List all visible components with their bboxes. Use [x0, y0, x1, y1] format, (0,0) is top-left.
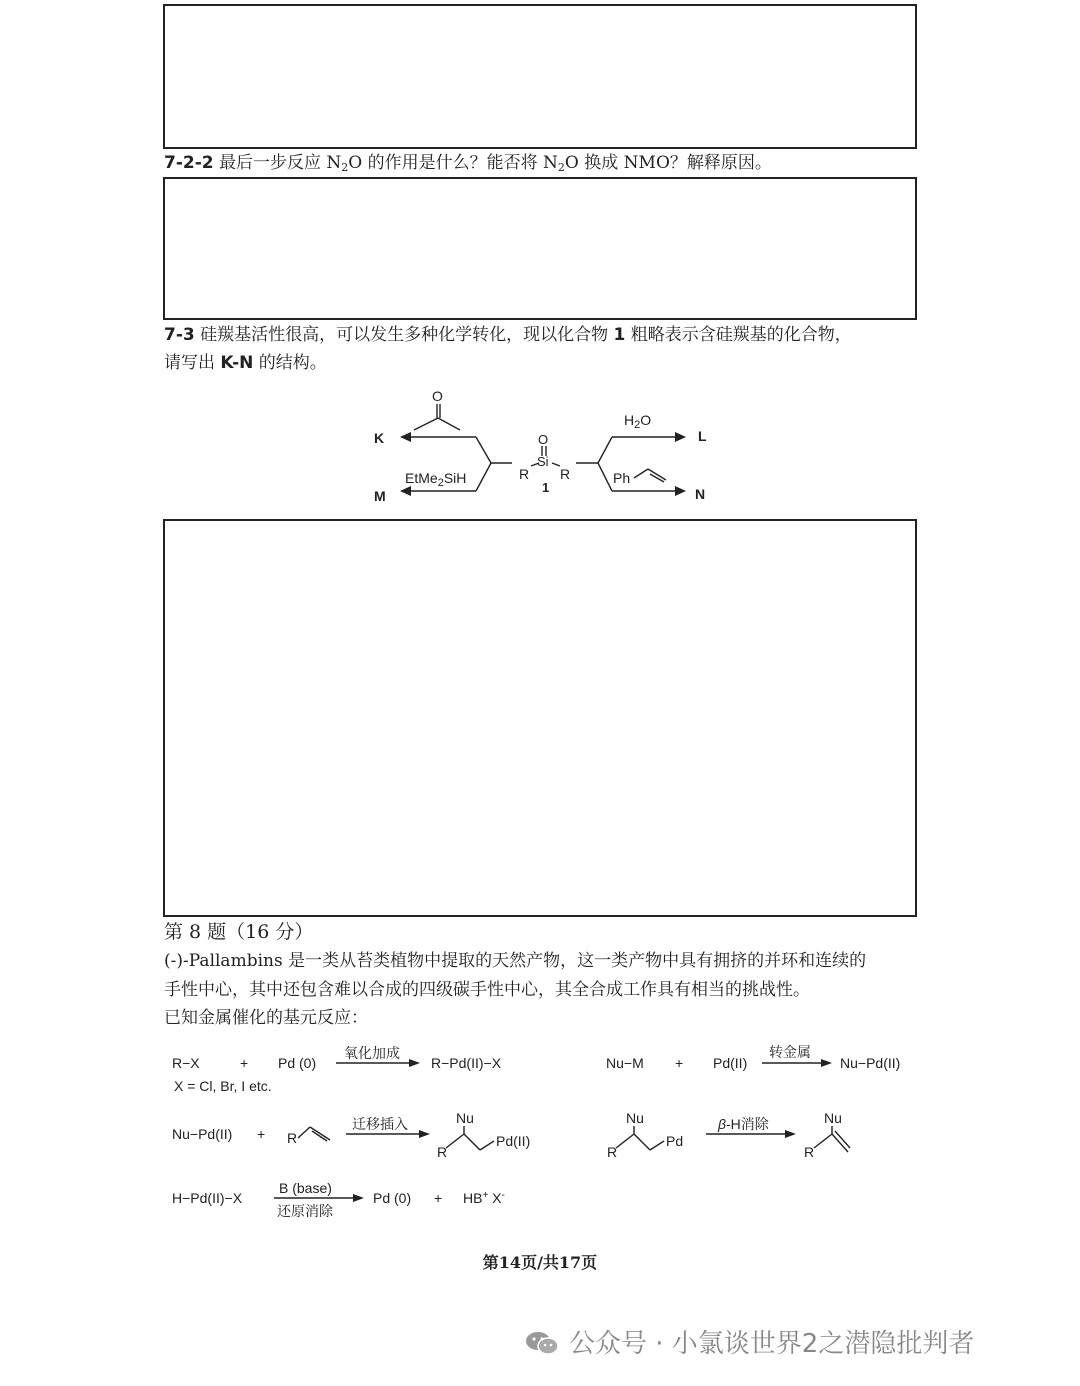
wechat-icon — [525, 1331, 559, 1355]
r3-arrow-label: 迁移插入 — [352, 1116, 408, 1132]
question-7-2-2: 7-2-2 最后一步反应 $N_2O$ 的作用是什么？能否将 $N_2O$ 换成 NMO？解释原因。 — [164, 153, 772, 174]
question-7-3: 7-3 硅羰基活性很高，可以发生多种化学转化，现以化合物 1 粗略表示含硅羰基的化合物， — [164, 325, 852, 345]
silicon-oxygen: O — [538, 432, 549, 447]
question-8-para2: 手性中心，其中还包含难以合成的四级碳手性中心，其全合成工作具有相当的挑战性。 — [164, 980, 810, 1000]
question-8-para1: (-)-Pallambins 是一类从苔类植物中提取的天然产物，这一类产物中具有拥挤的并环和连续的 — [164, 951, 867, 971]
reagent-water: $H_2O$ — [624, 412, 652, 431]
r1-arrow-label: 氧化加成 — [344, 1045, 400, 1061]
plus-sign: + — [257, 1126, 266, 1142]
r3-product-pd: Pd(II) — [496, 1133, 531, 1149]
r5-pd0: Pd (0) — [373, 1190, 412, 1206]
compound-number: 1 — [542, 480, 550, 495]
r1-product: R−Pd(II)−X — [431, 1055, 502, 1071]
r-left: R — [519, 466, 530, 482]
r1-pd0: Pd (0) — [278, 1055, 317, 1071]
product-L: L — [698, 428, 707, 444]
r-right: R — [560, 466, 571, 482]
r3-product-R: R — [437, 1144, 448, 1160]
page-footer: 第14页/共17页 — [482, 1253, 598, 1272]
r2-reactant: Nu−M — [606, 1055, 644, 1071]
plus-sign: + — [434, 1190, 443, 1206]
r3-alkene-R: R — [287, 1130, 298, 1146]
r1-reactant: R−X — [172, 1055, 200, 1071]
question-8-para3: 已知金属催化的基元反应： — [164, 1008, 368, 1028]
question-7-3-line2: 请写出 K-N 的结构。 — [164, 353, 327, 373]
r4-product-R: R — [804, 1144, 815, 1160]
ketone-oxygen: O — [432, 388, 443, 404]
r4-nu: Nu — [626, 1110, 644, 1126]
r5-arrow-top: B (base) — [279, 1180, 332, 1196]
r2-pd: Pd(II) — [713, 1055, 748, 1071]
r5-salt: HB+ X- — [463, 1190, 505, 1206]
r3-reactant: Nu−Pd(II) — [172, 1126, 233, 1142]
silicon-atom: Si — [537, 454, 549, 469]
watermark: 公众号 · 小氯谈世界2之潜隐批判者 — [525, 1323, 974, 1360]
r4-product-nu: Nu — [824, 1110, 842, 1126]
plus-sign: + — [240, 1055, 249, 1071]
plus-sign: + — [675, 1055, 684, 1071]
question-number: 7-3 — [164, 325, 195, 345]
r1-note: X = Cl, Br, I etc. — [174, 1078, 272, 1094]
r4-arrow-label: β-H消除 — [718, 1116, 769, 1132]
reagent-silane: EtMe$_2$SiH — [405, 470, 467, 489]
r5-arrow-bottom: 还原消除 — [277, 1203, 333, 1219]
r5-reactant: H−Pd(II)−X — [172, 1190, 243, 1206]
r2-arrow-label: 转金属 — [769, 1044, 811, 1060]
product-M: M — [374, 488, 386, 504]
r3-product-nu: Nu — [456, 1110, 474, 1126]
reagent-styrene-ph: Ph — [613, 470, 631, 486]
question-number: 7-2-2 — [164, 153, 214, 173]
product-N: N — [695, 486, 706, 502]
r4-pd: Pd — [666, 1133, 684, 1149]
question-8-title: 第 8 题（16 分） — [164, 921, 314, 943]
product-K: K — [374, 430, 385, 446]
r4-R: R — [607, 1144, 618, 1160]
r2-product: Nu−Pd(II) — [840, 1055, 901, 1071]
